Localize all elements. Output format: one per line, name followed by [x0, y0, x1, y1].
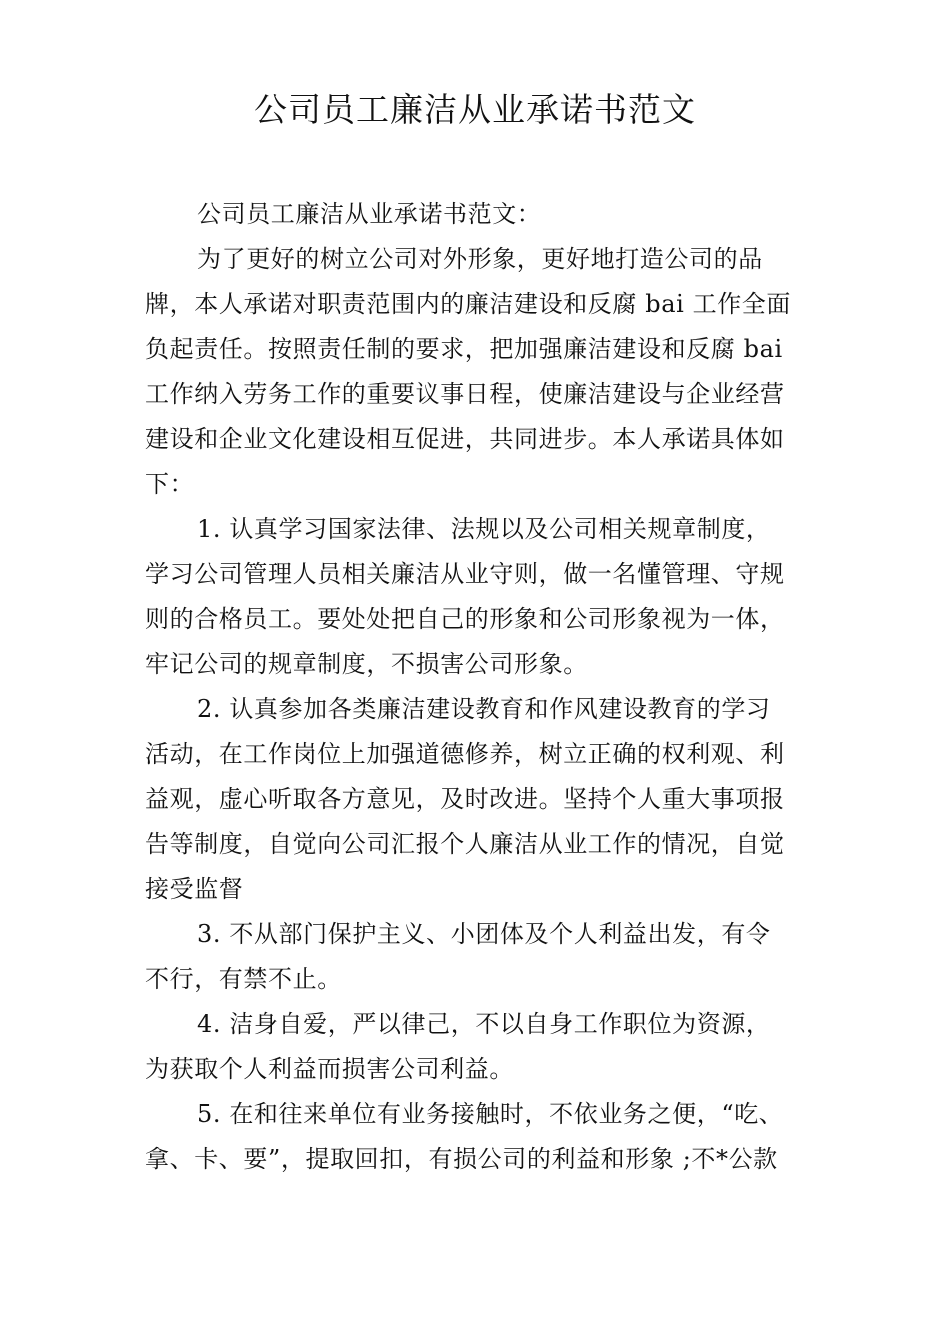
- paragraph-preamble: [145, 237, 810, 507]
- paragraph-line: 活动，在工作岗位上加强道德修养，树立正确的权利观、利: [145, 740, 785, 768]
- paragraph-intro: [145, 192, 810, 237]
- document-title: 公司员工廉洁从业承诺书范文: [254, 90, 696, 129]
- paragraph-line: 告等制度，自觉向公司汇报个人廉洁从业工作的情况，自觉: [145, 830, 785, 858]
- paragraph-line: 负起责任。按照责任制的要求，把加强廉洁建设和反腐 bai: [145, 335, 783, 363]
- paragraph-line: 建设和企业文化建设相互促进，共同进步。本人承诺具体如: [145, 425, 785, 453]
- paragraph-line: 为获取个人利益而损害公司利益。: [145, 1055, 514, 1083]
- paragraph-line: 接受监督: [145, 875, 244, 903]
- paragraph-line: 牢记公司的规章制度，不损害公司形象。: [145, 650, 588, 678]
- paragraph-line: 则的合格员工。要处处把自己的形象和公司形象视为一体，: [145, 605, 785, 633]
- paragraph-line: 工作纳入劳务工作的重要议事日程，使廉洁建设与企业经营: [145, 380, 785, 408]
- paragraph-line: 拿、卡、要”，提取回扣，有损公司的利益和形象 ;不*公款: [145, 1145, 778, 1173]
- paragraph-line: 5. 在和往来单位有业务接触时，不依业务之便，“吃、: [197, 1100, 784, 1128]
- paragraph-line: 4. 洁身自爱，严以律己，不以自身工作职位为资源，: [197, 1010, 771, 1038]
- paragraph-line: 公司员工廉洁从业承诺书范文：: [197, 200, 542, 228]
- paragraph-line: 2. 认真参加各类廉洁建设教育和作风建设教育的学习: [197, 695, 771, 723]
- paragraph-item-2: [145, 687, 810, 912]
- paragraph-line: 为了更好的树立公司对外形象，更好地打造公司的品: [197, 245, 763, 273]
- paragraph-item-3: [145, 912, 810, 1002]
- paragraph-line: 下：: [145, 470, 195, 498]
- paragraph-line: 不行，有禁不止。: [145, 965, 342, 993]
- paragraph-item-4: [145, 1002, 810, 1092]
- paragraph-line: 3. 不从部门保护主义、小团体及个人利益出发，有令: [197, 920, 771, 948]
- paragraph-line: 益观，虚心听取各方意见，及时改进。坚持个人重大事项报: [145, 785, 785, 813]
- paragraph-line: 1. 认真学习国家法律、法规以及公司相关规章制度，: [197, 515, 771, 543]
- document-body: [145, 192, 810, 1182]
- paragraph-item-1: [145, 507, 810, 687]
- paragraph-line: 学习公司管理人员相关廉洁从业守则，做一名懂管理、守规: [145, 560, 785, 588]
- paragraph-item-5: [145, 1092, 810, 1182]
- paragraph-line: 牌，本人承诺对职责范围内的廉洁建设和反腐 bai 工作全面: [145, 290, 792, 318]
